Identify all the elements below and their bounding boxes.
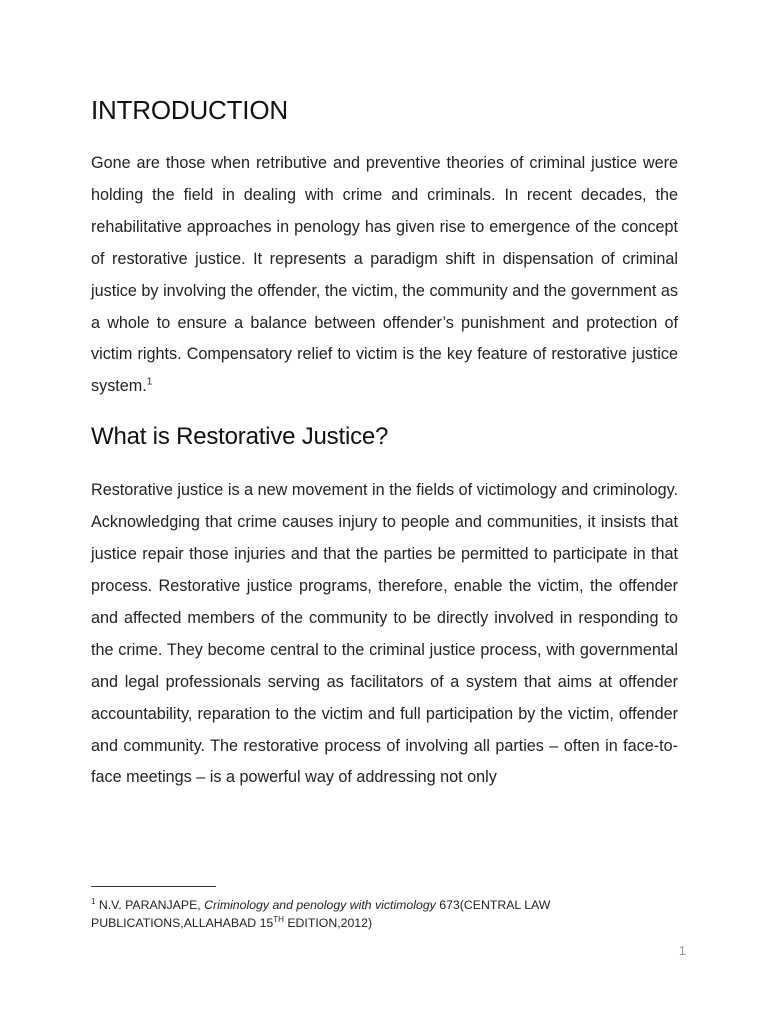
section-heading: What is Restorative Justice?: [91, 423, 389, 451]
intro-heading: INTRODUCTION: [91, 95, 288, 125]
footnote-edition-suffix: TH: [273, 914, 284, 924]
intro-paragraph: [91, 148, 678, 403]
footnote-divider: [91, 886, 216, 887]
footnote-book-title: Criminology and penology with victimology: [204, 898, 436, 912]
footnote: [91, 896, 691, 932]
footnote-marker: 1: [91, 896, 96, 906]
footnote-author: N.V. PARANJAPE,: [95, 898, 205, 912]
page-content: [91, 92, 678, 794]
intro-paragraph-text: Gone are those when retributive and preventive theories of criminal justice were holding the field in dealing with crime and criminals. In recent decades, the rehabilitative approaches in penology has given rise to emergence of the concept of restorative justice. It represents a paradigm shift in dispensation of criminal justice by involving the offender, the victim, the community and the government as a whole to ensure a balance between offender’s punishment and protection of victim rights. Compensatory relief to victim is the key feature of restorative justice system.: [91, 154, 678, 396]
page-number: 1: [678, 943, 686, 958]
footnote-details: 673(CENTRAL LAW PUBLICATIONS,ALLAHABAD 15: [91, 898, 551, 930]
section-paragraph: Restorative justice is a new movement in the fields of victimology and criminology. Acknowledging that crime causes injury to people and communities, it insists that justice repair those injuries and that the parties be permitted to participate in that process. Restorative justice programs, therefore, enable the victim, the offender and affected members of the community to be directly involved in responding to the crime. They become central to the criminal justice process, with governmental and legal professionals serving as facilitators of a system that aims at offender accountability, reparation to the victim and full participation by the victim, offender and community. The restorative process of involving all parties – often in face-to-face meetings – is a powerful way of addressing not only: [91, 481, 678, 787]
footnote-details-end: EDITION,2012): [283, 916, 373, 930]
footnote-reference[interactable]: 1: [146, 376, 153, 388]
